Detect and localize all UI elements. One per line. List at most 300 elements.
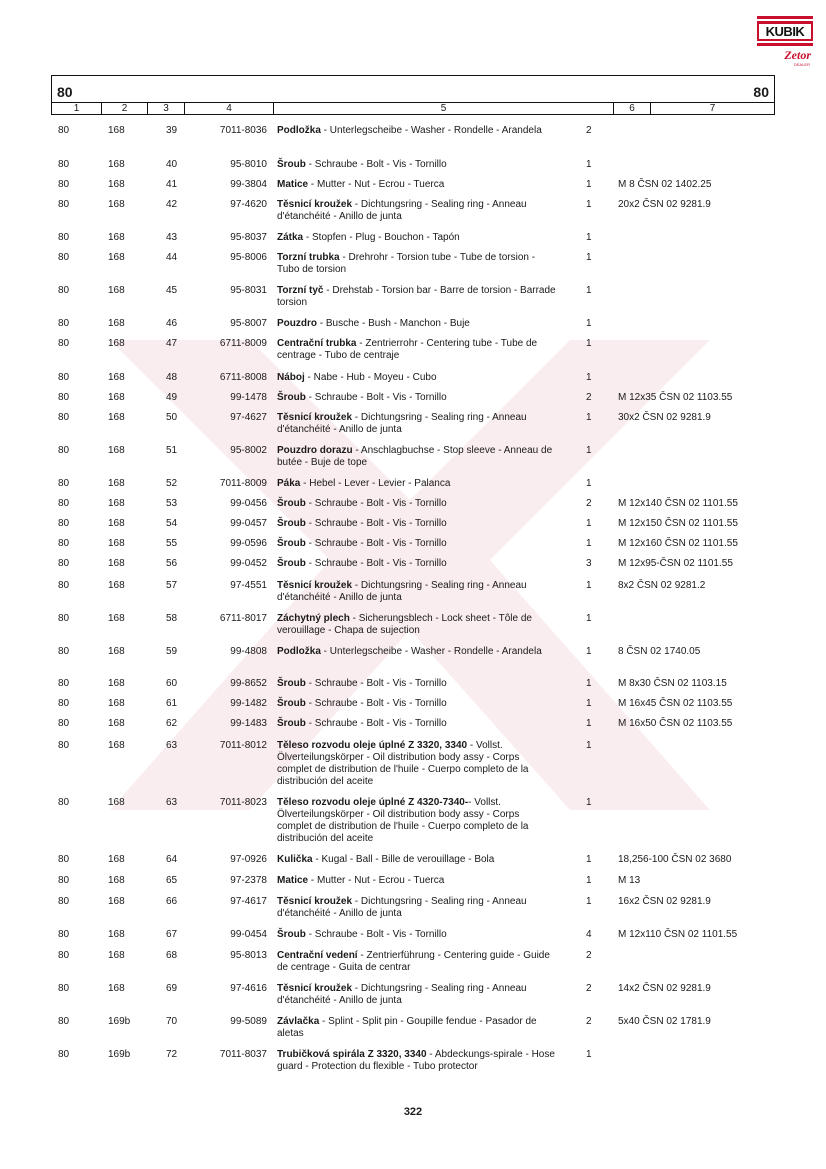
norm-spec-cell: 5x40 ČSN 02 1781.9 — [618, 1016, 711, 1027]
group-cell: 80 — [58, 613, 70, 624]
group-cell: 80 — [58, 718, 70, 729]
group-cell: 80 — [58, 318, 70, 329]
position-cell: 40 — [166, 159, 178, 170]
figure-cell: 168 — [108, 285, 125, 296]
part-translations: - Dichtungsring - Sealing ring - Anneau d'étanchéité - Anillo de junta — [277, 412, 527, 435]
figure-cell: 168 — [108, 478, 125, 489]
part-translations: - Schraube - Bolt - Vis - Tornillo — [305, 498, 447, 509]
quantity-cell: 1 — [586, 580, 592, 591]
quantity-cell: 3 — [586, 558, 592, 569]
group-cell: 80 — [58, 125, 70, 136]
norm-spec-cell: M 13 — [618, 875, 641, 886]
part-number-cell: 99-4808 — [230, 646, 267, 657]
group-cell: 80 — [58, 698, 70, 709]
description-cell — [277, 252, 557, 276]
quantity-cell: 1 — [586, 896, 592, 907]
figure-cell: 168 — [108, 518, 125, 529]
part-name: Zátka — [277, 232, 304, 243]
figure-cell: 168 — [108, 232, 125, 243]
part-translations: - Dichtungsring - Sealing ring - Anneau d'étanchéité - Anillo de junta — [277, 580, 527, 603]
position-cell: 70 — [166, 1016, 178, 1027]
quantity-cell: 2 — [586, 392, 592, 403]
part-name: Šroub — [277, 159, 306, 170]
figure-cell: 168 — [108, 498, 125, 509]
figure-cell: 168 — [108, 199, 125, 210]
part-number-cell: 6711-8009 — [219, 338, 267, 349]
group-cell: 80 — [58, 232, 70, 243]
group-cell: 80 — [58, 558, 70, 569]
figure-cell: 168 — [108, 538, 125, 549]
part-number-cell: 99-0457 — [230, 518, 267, 529]
position-cell: 43 — [166, 232, 178, 243]
description-cell — [277, 797, 557, 845]
position-cell: 62 — [166, 718, 178, 729]
part-number-cell: 99-1483 — [230, 718, 267, 729]
position-cell: 68 — [166, 950, 178, 961]
part-name: Těsnicí kroužek — [277, 983, 353, 994]
section-header-frame — [51, 75, 775, 115]
figure-cell: 168 — [108, 125, 125, 136]
norm-spec-cell: M 12x140 ČSN 02 1101.55 — [618, 498, 738, 509]
part-translations: - Vollst. Ölverteilungskörper - Oil distribution body assy - Corps complet de distribution de l'huile - Cuerpo completo de la distribución del aceite — [277, 797, 529, 844]
part-number-cell: 99-0596 — [230, 538, 267, 549]
part-name: Centrační trubka — [277, 338, 357, 349]
part-name: Těleso rozvodu oleje úplné Z 3320, 3340 — [277, 740, 468, 751]
position-cell: 56 — [166, 558, 178, 569]
part-number-cell: 6711-8017 — [219, 613, 267, 624]
part-number-cell: 95-8006 — [230, 252, 267, 263]
description-cell — [277, 392, 557, 404]
part-number-cell: 99-1478 — [230, 392, 267, 403]
part-name: Matice — [277, 179, 309, 190]
part-translations: - Schraube - Bolt - Vis - Tornillo — [305, 929, 447, 940]
group-cell: 80 — [58, 392, 70, 403]
figure-cell: 168 — [108, 875, 125, 886]
description-cell — [277, 896, 557, 920]
group-cell: 80 — [58, 929, 70, 940]
part-number-cell: 97-2378 — [230, 875, 267, 886]
quantity-cell: 1 — [586, 854, 592, 865]
quantity-cell: 1 — [586, 159, 592, 170]
part-number-cell: 99-5089 — [230, 1016, 267, 1027]
quantity-cell: 1 — [586, 478, 592, 489]
norm-spec-cell: M 8x30 ČSN 02 1103.15 — [618, 678, 727, 689]
quantity-cell: 1 — [586, 518, 592, 529]
figure-cell: 168 — [108, 646, 125, 657]
section-number-right: 80 — [753, 84, 769, 100]
part-name: Šroub — [277, 518, 306, 529]
figure-cell: 168 — [108, 372, 125, 383]
description-cell — [277, 718, 557, 730]
part-translations: - Vollst. Ölverteilungskörper - Oil distribution body assy - Corps complet de distribution de l'huile - Cuerpo completo de la distribución del aceite — [277, 740, 529, 787]
norm-spec-cell: M 12x110 ČSN 02 1101.55 — [618, 929, 738, 940]
position-cell: 45 — [166, 285, 178, 296]
part-translations: - Zentrierrohr - Centering tube - Tube de centrage - Tubo de centraje — [277, 338, 538, 361]
figure-cell: 168 — [108, 318, 125, 329]
quantity-cell: 1 — [586, 875, 592, 886]
figure-cell: 168 — [108, 580, 125, 591]
part-name: Podložka — [277, 646, 321, 657]
quantity-cell: 1 — [586, 538, 592, 549]
part-name: Trubičková spirála Z 3320, 3340 — [277, 1049, 427, 1060]
group-cell: 80 — [58, 1049, 70, 1060]
column-header-6: 6 — [613, 103, 650, 115]
part-name: Podložka — [277, 125, 321, 136]
norm-spec-cell: 20x2 ČSN 02 9281.9 — [618, 199, 711, 210]
part-name: Matice — [277, 875, 309, 886]
part-translations: - Schraube - Bolt - Vis - Tornillo — [305, 159, 447, 170]
figure-cell: 168 — [108, 797, 125, 808]
group-cell: 80 — [58, 875, 70, 886]
position-cell: 58 — [166, 613, 178, 624]
figure-cell: 168 — [108, 252, 125, 263]
figure-cell: 168 — [108, 718, 125, 729]
part-translations: - Drehrohr - Torsion tube - Tube de torsion - Tubo de torsion — [277, 252, 536, 275]
description-cell — [277, 372, 557, 384]
group-cell: 80 — [58, 412, 70, 423]
group-cell: 80 — [58, 199, 70, 210]
part-name: Kulička — [277, 854, 313, 865]
section-number-left: 80 — [57, 84, 73, 100]
part-translations: - Schraube - Bolt - Vis - Tornillo — [305, 518, 447, 529]
quantity-cell: 4 — [586, 929, 592, 940]
position-cell: 46 — [166, 318, 178, 329]
description-cell — [277, 179, 557, 191]
figure-cell: 168 — [108, 950, 125, 961]
part-translations: - Dichtungsring - Sealing ring - Anneau d'étanchéité - Anillo de junta — [277, 199, 527, 222]
quantity-cell: 2 — [586, 983, 592, 994]
figure-cell: 169b — [108, 1016, 131, 1027]
part-translations: - Splint - Split pin - Goupille fendue - Pasador de aletas — [277, 1016, 537, 1039]
norm-spec-cell: 14x2 ČSN 02 9281.9 — [618, 983, 711, 994]
group-cell: 80 — [58, 518, 70, 529]
norm-spec-cell: M 12x150 ČSN 02 1101.55 — [618, 518, 738, 529]
group-cell: 80 — [58, 538, 70, 549]
part-name: Torzní trubka — [277, 252, 340, 263]
quantity-cell: 1 — [586, 179, 592, 190]
description-cell — [277, 159, 557, 171]
quantity-cell: 1 — [586, 740, 592, 751]
part-translations: - Mutter - Nut - Ecrou - Tuerca — [308, 179, 445, 190]
position-cell: 66 — [166, 896, 178, 907]
figure-cell: 168 — [108, 392, 125, 403]
quantity-cell: 2 — [586, 1016, 592, 1027]
quantity-cell: 1 — [586, 445, 592, 456]
part-number-cell: 95-8007 — [230, 318, 267, 329]
part-translations: - Unterlegscheibe - Washer - Rondelle - Arandela — [320, 125, 542, 136]
part-translations: - Anschlagbuchse - Stop sleeve - Anneau de butée - Buje de tope — [277, 445, 553, 468]
column-header-4: 4 — [184, 103, 273, 115]
group-cell: 80 — [58, 285, 70, 296]
group-cell: 80 — [58, 983, 70, 994]
part-name: Šroub — [277, 929, 306, 940]
logo-stripe — [757, 41, 813, 43]
group-cell: 80 — [58, 252, 70, 263]
part-name: Těsnicí kroužek — [277, 580, 353, 591]
position-cell: 51 — [166, 445, 178, 456]
part-name: Závlačka — [277, 1016, 320, 1027]
figure-cell: 168 — [108, 983, 125, 994]
quantity-cell: 2 — [586, 125, 592, 136]
figure-cell: 168 — [108, 896, 125, 907]
description-cell — [277, 199, 557, 223]
description-cell — [277, 929, 557, 941]
part-number-cell: 7011-8036 — [219, 125, 267, 136]
figure-cell: 168 — [108, 613, 125, 624]
part-name: Těleso rozvodu oleje úplné Z 4320-7340- — [277, 797, 469, 808]
column-header-7: 7 — [650, 103, 774, 115]
logo-word: KUBIK — [759, 24, 811, 39]
figure-cell: 168 — [108, 179, 125, 190]
position-cell: 41 — [166, 179, 178, 190]
position-cell: 65 — [166, 875, 178, 886]
quantity-cell: 1 — [586, 718, 592, 729]
part-number-cell: 99-0456 — [230, 498, 267, 509]
group-cell: 80 — [58, 740, 70, 751]
part-translations: - Schraube - Bolt - Vis - Tornillo — [305, 698, 447, 709]
description-cell — [277, 412, 557, 436]
quantity-cell: 1 — [586, 646, 592, 657]
group-cell: 80 — [58, 498, 70, 509]
quantity-cell: 1 — [586, 232, 592, 243]
description-cell — [277, 478, 557, 490]
description-cell — [277, 338, 557, 362]
part-number-cell: 6711-8008 — [219, 372, 267, 383]
part-number-cell: 99-3804 — [230, 179, 267, 190]
page-number: 322 — [403, 1106, 423, 1118]
description-cell — [277, 285, 557, 309]
part-name: Těsnicí kroužek — [277, 896, 353, 907]
description-cell — [277, 875, 557, 887]
part-translations: - Drehstab - Torsion bar - Barre de torsion - Barrade torsion — [277, 285, 556, 308]
part-name: Šroub — [277, 678, 306, 689]
part-number-cell: 97-4617 — [230, 896, 267, 907]
part-translations: - Zentrierführung - Centering guide - Guide de centrage - Guita de centrar — [277, 950, 550, 973]
quantity-cell: 1 — [586, 285, 592, 296]
part-number-cell: 95-8031 — [230, 285, 267, 296]
position-cell: 50 — [166, 412, 178, 423]
part-translations: - Schraube - Bolt - Vis - Tornillo — [305, 558, 447, 569]
group-cell: 80 — [58, 896, 70, 907]
norm-spec-cell: 16x2 ČSN 02 9281.9 — [618, 896, 711, 907]
part-name: Centrační vedení — [277, 950, 358, 961]
part-number-cell: 99-1482 — [230, 698, 267, 709]
part-name: Těsnicí kroužek — [277, 199, 353, 210]
description-cell — [277, 498, 557, 510]
position-cell: 47 — [166, 338, 178, 349]
description-cell — [277, 445, 557, 469]
position-cell: 60 — [166, 678, 178, 689]
part-translations: - Schraube - Bolt - Vis - Tornillo — [305, 538, 447, 549]
group-cell: 80 — [58, 372, 70, 383]
description-cell — [277, 1049, 557, 1073]
part-translations: - Mutter - Nut - Ecrou - Tuerca — [308, 875, 445, 886]
column-header-1: 1 — [73, 103, 80, 114]
position-cell: 49 — [166, 392, 178, 403]
norm-spec-cell: 8 ČSN 02 1740.05 — [618, 646, 701, 657]
figure-cell: 168 — [108, 698, 125, 709]
figure-cell: 168 — [108, 929, 125, 940]
position-cell: 64 — [166, 854, 178, 865]
figure-cell: 168 — [108, 412, 125, 423]
position-cell: 59 — [166, 646, 178, 657]
position-cell: 61 — [166, 698, 178, 709]
figure-cell: 169b — [108, 1049, 131, 1060]
group-cell: 80 — [58, 580, 70, 591]
part-name: Těsnicí kroužek — [277, 412, 353, 423]
description-cell — [277, 983, 557, 1007]
norm-spec-cell: M 12x95-ČSN 02 1101.55 — [618, 558, 733, 569]
logo-sub: DEALER — [793, 62, 810, 67]
position-cell: 52 — [166, 478, 178, 489]
part-name: Záchytný plech — [277, 613, 350, 624]
quantity-cell: 1 — [586, 797, 592, 808]
position-cell: 44 — [166, 252, 178, 263]
part-translations: - Stopfen - Plug - Bouchon - Tapón — [303, 232, 460, 243]
part-number-cell: 97-4627 — [230, 412, 267, 423]
part-translations: - Unterlegscheibe - Washer - Rondelle - Arandela — [320, 646, 542, 657]
description-cell — [277, 740, 557, 788]
part-number-cell: 99-8652 — [230, 678, 267, 689]
norm-spec-cell: M 16x45 ČSN 02 1103.55 — [618, 698, 733, 709]
position-cell: 63 — [166, 740, 178, 751]
group-cell: 80 — [58, 678, 70, 689]
part-number-cell: 95-8013 — [230, 950, 267, 961]
part-name: Šroub — [277, 718, 306, 729]
logo-badge — [757, 16, 813, 46]
part-number-cell: 7011-8012 — [219, 740, 267, 751]
group-cell: 80 — [58, 854, 70, 865]
quantity-cell: 1 — [586, 412, 592, 423]
part-translations: - Dichtungsring - Sealing ring - Anneau d'étanchéité - Anillo de junta — [277, 896, 527, 919]
norm-spec-cell: M 12x160 ČSN 02 1101.55 — [618, 538, 738, 549]
part-translations: - Schraube - Bolt - Vis - Tornillo — [305, 718, 447, 729]
description-cell — [277, 613, 557, 637]
kubik-zetor-logo — [757, 16, 813, 68]
part-number-cell: 99-0452 — [230, 558, 267, 569]
part-number-cell: 99-0454 — [230, 929, 267, 940]
norm-spec-cell: 8x2 ČSN 02 9281.2 — [618, 580, 706, 591]
part-name: Páka — [277, 478, 301, 489]
description-cell — [277, 950, 557, 974]
quantity-cell: 1 — [586, 698, 592, 709]
part-translations: - Hebel - Lever - Levier - Palanca — [300, 478, 451, 489]
description-cell — [277, 646, 557, 658]
part-name: Šroub — [277, 698, 306, 709]
figure-cell: 168 — [108, 338, 125, 349]
part-translations: - Busche - Bush - Manchon - Buje — [317, 318, 470, 329]
position-cell: 54 — [166, 518, 178, 529]
description-cell — [277, 698, 557, 710]
description-cell — [277, 580, 557, 604]
position-cell: 39 — [166, 125, 178, 136]
position-cell: 55 — [166, 538, 178, 549]
part-number-cell: 7011-8009 — [219, 478, 267, 489]
figure-cell: 168 — [108, 558, 125, 569]
position-cell: 63 — [166, 797, 178, 808]
quantity-cell: 1 — [586, 318, 592, 329]
column-header-row — [52, 102, 774, 115]
part-translations: - Nabe - Hub - Moyeu - Cubo — [304, 372, 437, 383]
part-translations: - Schraube - Bolt - Vis - Tornillo — [305, 678, 447, 689]
group-cell: 80 — [58, 950, 70, 961]
norm-spec-cell: M 8 ČSN 02 1402.25 — [618, 179, 712, 190]
part-number-cell: 7011-8037 — [219, 1049, 267, 1060]
column-header-2: 2 — [101, 103, 147, 115]
part-translations: - Schraube - Bolt - Vis - Tornillo — [305, 392, 447, 403]
quantity-cell: 2 — [586, 950, 592, 961]
quantity-cell: 1 — [586, 1049, 592, 1060]
quantity-cell: 1 — [586, 372, 592, 383]
group-cell: 80 — [58, 1016, 70, 1027]
description-cell — [277, 854, 557, 866]
part-translations: - Sicherungsblech - Lock sheet - Tôle de verouillage - Chapa de sujection — [277, 613, 532, 636]
quantity-cell: 1 — [586, 252, 592, 263]
logo-brand: Zetor — [784, 48, 811, 62]
part-number-cell: 97-4620 — [230, 199, 267, 210]
norm-spec-cell: M 12x35 ČSN 02 1103.55 — [618, 392, 733, 403]
norm-spec-cell: 30x2 ČSN 02 9281.9 — [618, 412, 711, 423]
part-translations: - Kugal - Ball - Bille de verouillage - Bola — [312, 854, 495, 865]
quantity-cell: 1 — [586, 338, 592, 349]
description-cell — [277, 232, 557, 244]
part-number-cell: 95-8010 — [230, 159, 267, 170]
group-cell: 80 — [58, 179, 70, 190]
group-cell: 80 — [58, 338, 70, 349]
figure-cell: 168 — [108, 445, 125, 456]
group-cell: 80 — [58, 797, 70, 808]
description-cell — [277, 518, 557, 530]
group-cell: 80 — [58, 445, 70, 456]
part-translations: - Dichtungsring - Sealing ring - Anneau d'étanchéité - Anillo de junta — [277, 983, 527, 1006]
logo-stripe — [757, 19, 813, 21]
position-cell: 69 — [166, 983, 178, 994]
part-translations: - Abdeckungs-spirale - Hose guard - Protection du flexible - Tubo protector — [277, 1049, 555, 1072]
part-name: Šroub — [277, 558, 306, 569]
description-cell — [277, 125, 557, 137]
group-cell: 80 — [58, 646, 70, 657]
part-number-cell: 97-4551 — [230, 580, 267, 591]
column-header-5: 5 — [273, 103, 613, 115]
column-header-3: 3 — [147, 103, 184, 115]
quantity-cell: 2 — [586, 498, 592, 509]
group-cell: 80 — [58, 159, 70, 170]
description-cell — [277, 558, 557, 570]
quantity-cell: 1 — [586, 199, 592, 210]
position-cell: 72 — [166, 1049, 178, 1060]
part-number-cell: 97-0926 — [230, 854, 267, 865]
description-cell — [277, 678, 557, 690]
figure-cell: 168 — [108, 854, 125, 865]
part-name: Náboj — [277, 372, 305, 383]
part-name: Torzní tyč — [277, 285, 324, 296]
figure-cell: 168 — [108, 159, 125, 170]
position-cell: 57 — [166, 580, 178, 591]
group-cell: 80 — [58, 478, 70, 489]
part-number-cell: 97-4616 — [230, 983, 267, 994]
position-cell: 67 — [166, 929, 178, 940]
part-name: Pouzdro dorazu — [277, 445, 353, 456]
part-name: Pouzdro — [277, 318, 317, 329]
norm-spec-cell: 18,256-100 ČSN 02 3680 — [618, 854, 732, 865]
figure-cell: 168 — [108, 740, 125, 751]
part-name: Šroub — [277, 538, 306, 549]
description-cell — [277, 538, 557, 550]
quantity-cell: 1 — [586, 678, 592, 689]
part-name: Šroub — [277, 392, 306, 403]
part-number-cell: 7011-8023 — [219, 797, 267, 808]
norm-spec-cell: M 16x50 ČSN 02 1103.55 — [618, 718, 733, 729]
